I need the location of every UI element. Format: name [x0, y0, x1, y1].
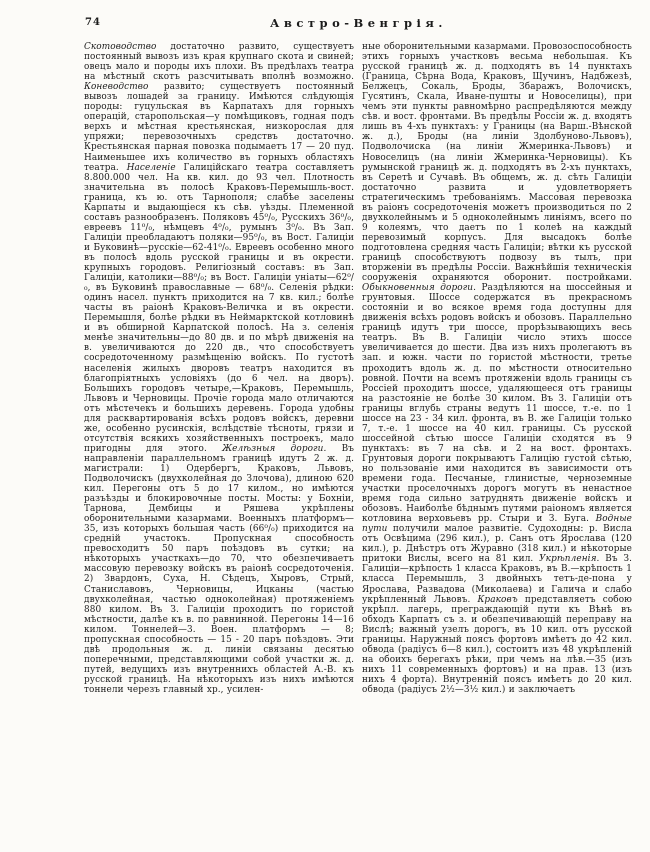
text-column-right: ные оборонительными казармами. Провозоспособность этихъ горныхъ участковъ весьма небольшая. Къ русской границѣ ж. д. подходятъ въ 14 пунктахъ (Граница, Сѣрна Вода, Краковъ, Щучинъ, Надбжезѣ, Белжецъ, Сокаль, Броды, Збаражъ, Волочискъ, Гусятинъ, Скала, Иване-пушты и Новоселицы), при чемъ эти пункты равномѣрно распредѣляются между сѣв. и вост. фронтами. Въ предѣлы Россіи ж. д. входятъ лишь въ 4-хъ пунктахъ: у Границы (на Варш.-Вѣнской ж. д.), Броды (на линіи Здолбуново-Львовъ), Подволочиска (на линіи Жмеринка-Львовъ) и Новоселицъ (на линіи Жмеринка-Черновицы). Къ румынской границѣ ж. д. подходятъ въ 2-хъ пунктахъ, въ Серетѣ и Сучавѣ. Въ общемъ, ж. д. сѣть Галиціи достаточно развита и удовлетворяетъ стратегическимъ требованіямъ. Массовая перевозка въ раіонъ сосредоточенія можетъ производиться по 2 двухколейнымъ и 5 одноколейнымъ линіямъ, всего по 9 колеямъ, что даетъ по 1 колеѣ на каждый перевозимый корпусъ. Для высадокъ болѣе подготовлена средняя часть Галиціи; вѣтки къ русской границѣ способствуютъ подвозу въ тылъ, при вторженіи въ предѣлы Россіи. Важнѣйшія техническія сооруженія охраняются оборонит. постройками. Обыкновенныя дороги. Раздѣляются на шоссейныя и грунтовыя. Шоссе содержатся въ прекрасномъ состояніи и во всякое время года доступны для движенія всѣхъ родовъ войскъ и обозовъ. Параллельно границѣ идутъ три шоссе, прорѣзывающихъ весь театръ. Въ В. Галиціи число этихъ шоссе увеличивается до шести. Два изъ нихъ пролегаютъ въ зап. и южн. части по гористой мѣстности, третье проходитъ вдоль ж. д. по мѣстности относительно ровной. Почти на всемъ протяженіи вдоль границы съ Россіей проходитъ шоссе, удаляющееся отъ границы на разстояніе не болѣе 30 килом. Въ З. Галиціи отъ границы вглубь страны ведутъ 11 шоссе, т.-е. по 1 шоссе на 23 - 34 кил. фронта, въ В. же Галиціи только 7, т.-е. 1 шоссе на 40 кил. границы. Съ русской шоссейной сѣтью шоссе Галиціи сходятся въ 9 пунктахъ: въ 7 на сѣв. и 2 на вост. фронтахъ. Грунтовыя дороги покрываютъ Галицію густой сѣтью, но пользованіе ими находится въ зависимости отъ времени года. Песчаные, глинистые, черноземные участки проселочныхъ дорогъ могутъ въ ненастное время года сильно затруднять движеніе войскъ и обозовъ. Наиболѣе бѣднымъ путями раіономъ является котловина верховьевъ рр. Стыри и З. Буга. Водные пути получили малое развитіе. Судоходны: р. Висла отъ Освѣцима (296 кил.), р. Санъ отъ Ярослава (120 кил.), р. Днѣстръ отъ Журавно (318 кил.) и нѣкоторые притоки Вислы, всего на 81 кил. Укрѣпленія. Въ З. Галиціи—крѣпость 1 класса Краковъ, въ В.—крѣпость 1 класса Перемышль, 3 двойныхъ тетъ-де-пона у Ярослава, Развадова (Миколаева) и Галича и слабо укрѣпленный Львовъ. Краковъ представляетъ собою укрѣпл. лагерь, преграждающій пути къ Вѣнѣ въ обходъ Карпатъ съ з. и обезпечивающій переправу на Вислѣ; важный узелъ дорогъ, въ 10 кил. отъ русской границы. Наружный поясъ фортовъ имѣетъ до 42 кил. обвода (радіусъ 6—8 кил.), состоитъ изъ 48 укрѣпленій на обоихъ берегахъ рѣки, при чемъ на лѣв.—35 (изъ нихъ 11 современныхъ фортовъ) и на прав. 13 (изъ нихъ 4 форта). Внутренній поясъ имѣетъ до 20 кил. обвода (радіусъ 2½—3½ кил.) и заключаетъ — [362, 42, 632, 695]
page-number: 74 — [85, 17, 101, 28]
page-title: Австро-Венгрія. — [270, 16, 447, 30]
text-columns — [84, 42, 633, 695]
text-column-left: Скотоводство достаточно развито, существуетъ постоянный вывозъ изъ края крупнаго скота и свиней; овецъ мало и породы ихъ плохи. Въ предѣлахъ театра на мѣстный скотъ разсчитывать вполнѣ возможно. Коневодство развито; существуетъ постоянный вывозъ лошадей за границу. Имѣются слѣдующія породы: гуцульская въ Карпатахъ для горныхъ операцій, старопольская—у помѣщиковъ, годная подъ верхъ и мѣстная крестьянская, низкорослая для упряжи; перевозочныхъ средствъ достаточно. Крестьянская парная повозка подымаетъ 17 — 20 пуд. Наименьшее ихъ количество въ горныхъ областяхъ театра. Населеніе Галиційскаго театра составляетъ 8.800.000 чел. На кв. кил. до 93 чел. Плотность значительна въ полосѣ Краковъ-Перемышль-вост. граница, къ ю. отъ Тарнополя; слабѣе заселены Карпаты и выдающіеся къ сѣв. уѣзды. Племенной составъ разнообразенъ. Поляковъ 45⁰/₀, Русскихъ 36⁰/₀, евреевъ 11⁰/₀, нѣмцевъ 4⁰/₀, румынъ 3⁰/₀. Въ Зап. Галиціи преобладаютъ поляки—95⁰/₀, въ Вост. Галиціи и Буковинѣ—русскіе—62-41⁰/₀. Евреевъ особенно много въ полосѣ вдоль русской границы и въ окрести. крупныхъ городовъ. Религіозный составъ: въ Зап. Галиціи, католики—88⁰/₀; въ Вост. Галиціи уніаты—62⁰/₀, въ Буковинѣ православные — 68⁰/₀. Селенія рѣдки: одинъ насел. пунктъ приходится на 7 кв. кил.; болѣе часты въ раіонѣ Краковъ-Величка и въ окрести. Перемышля, болѣе рѣдки въ Неймарктской котловинѣ и въ обширной Карпатской полосѣ. На з. селенія менѣе значительны—до 80 дв. и по мѣрѣ движенія на в. увеличиваются до 220 дв., что способствуетъ сосредоточенному размѣщенію войскъ. По густотѣ населенія жилыхъ дворовъ театръ находится въ благопріятныхъ условіяхъ (до 6 чел. на дворъ). Большихъ городовъ четыре,—Краковъ, Перемышль, Львовъ и Черновицы. Прочіе города мало отличаются отъ мѣстечекъ и большихъ деревень. Города удобны для расквартированія всѣхъ родовъ войскъ, деревни же, особенно русинскія, вслѣдствіе тѣсноты, грязи и отсутствія всякихъ хозяйственныхъ построекъ, мало пригодны для этого. Желѣзныя дороги. Въ направленіи параллельномъ границѣ идутъ 2 ж. д. магистрали: 1) Одербергъ, Краковъ, Львовъ, Подволочискъ (двухколейная до Злочова), длиною 620 кил. Перегоны отъ 5 до 17 килом., но имѣются разъѣзды и блокировочные посты. Мосты: у Бохніи, Тарнова, Дембицы и Ряшева укрѣплены оборонительными казармами. Военныхъ платформъ—35, изъ которыхъ большая часть (66⁰/₀) приходится на средній участокъ. Пропускная способность превосходитъ 50 паръ поѣздовъ въ сутки; на нѣкоторыхъ участкахъ—до 70, что обезпечиваетъ массовую перевозку войскъ въ раіонѣ сосредоточенія. 2) Звардонъ, Суха, Н. Сѣдецъ, Хыровъ, Стрый, Станиславовъ, Черновицы, Ицканы (частью двухколейная, частью одноколейная) протяженіемъ 880 килом. Въ З. Галиціи проходитъ по гористой мѣстности, далѣе къ в. по равнинной. Перегоны 14—16 килом. Тоннелей—3. Воен. платформъ — 8; пропускная способность — 15 - 20 паръ поѣздовъ. Эти двѣ продольныя ж. д. линіи связаны десятью поперечными, представляющими собой участки ж. д. путей, ведущихъ изъ внутреннихъ областей А.-В. къ русской границѣ. На нѣкоторыхъ изъ нихъ имѣются тоннели черезъ главный хр., усилен- — [84, 42, 354, 695]
page-header — [84, 13, 633, 35]
